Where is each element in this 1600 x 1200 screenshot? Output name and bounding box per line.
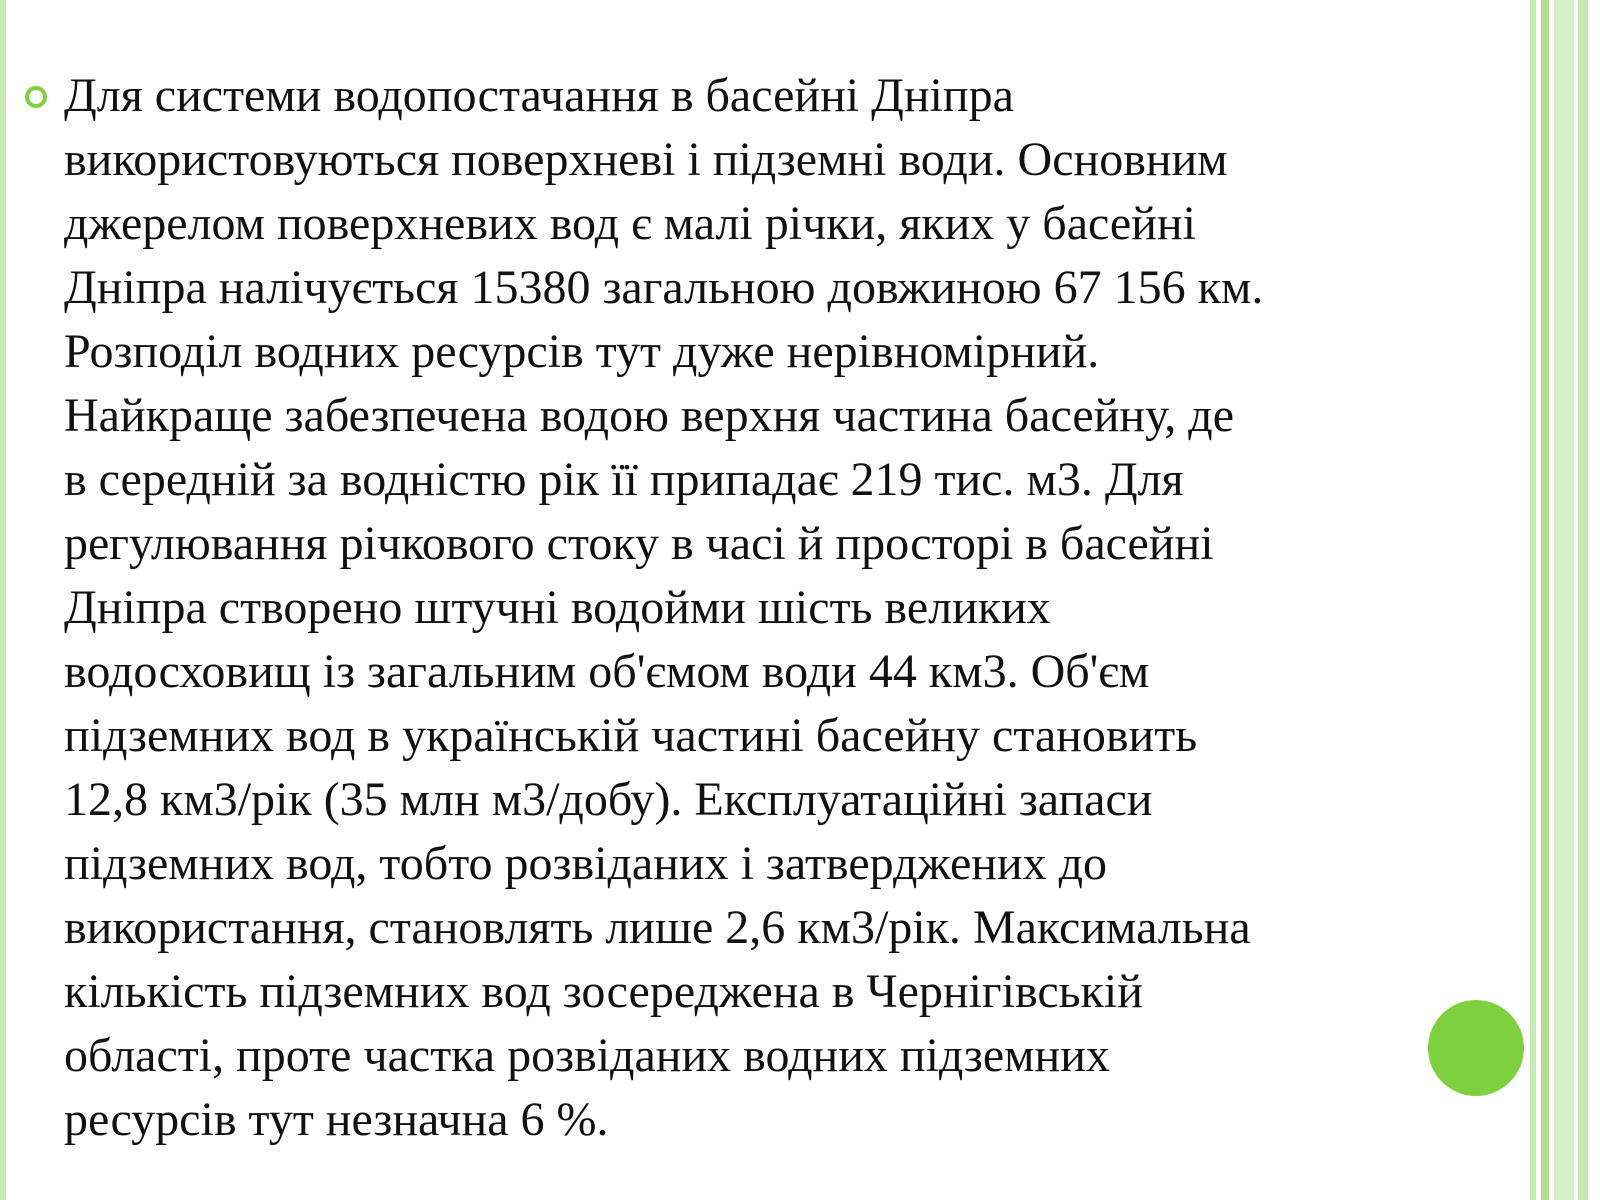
paragraph-line: ресурсів тут незначна 6 %. bbox=[64, 1093, 609, 1146]
paragraph-line: водосховищ із загальним об'ємом води 44 км3. Об'єм bbox=[64, 645, 1150, 698]
paragraph-line: підземних вод, тобто розвіданих і затверджених до bbox=[64, 837, 1108, 890]
paragraph-line: використовуються поверхневі і підземні води. Основним bbox=[64, 133, 1228, 186]
paragraph-line: Дніпра налічується 15380 загальною довжиною 67 156 км. bbox=[64, 261, 1264, 314]
body-paragraph bbox=[64, 64, 1564, 1152]
paragraph-line: Найкраще забезпечена водою верхня частина басейну, де bbox=[64, 389, 1234, 442]
paragraph-line: Дніпра створено штучні водойми шість великих bbox=[64, 581, 1051, 634]
paragraph-line: регулювання річкового стоку в часі й просторі в басейні bbox=[64, 517, 1214, 570]
paragraph-line: в середній за водністю рік її припадає 219 тис. м3. Для bbox=[64, 453, 1184, 506]
paragraph-line: Розподіл водних ресурсів тут дуже нерівномірний. bbox=[64, 325, 1100, 378]
right-frame-stripe bbox=[1578, 0, 1588, 1200]
paragraph-line: Для системи водопостачання в басейні Дніпра bbox=[64, 69, 1014, 122]
paragraph-line: кількість підземних вод зосереджена в Чернігівській bbox=[64, 965, 1143, 1018]
paragraph-line: джерелом поверхневих вод є малі річки, яких у басейні bbox=[64, 197, 1196, 250]
paragraph-line: області, проте частка розвіданих водних підземних bbox=[64, 1029, 1110, 1082]
paragraph-line: підземних вод в українській частині басейну становить bbox=[64, 709, 1198, 762]
hollow-circle-bullet-icon bbox=[25, 86, 47, 108]
left-frame-stripe bbox=[0, 0, 6, 1200]
paragraph-line: 12,8 км3/рік (35 млн м3/добу). Експлуатаційні запаси bbox=[64, 773, 1153, 826]
green-circle-icon bbox=[1428, 1000, 1524, 1096]
paragraph-line: використання, становлять лише 2,6 км3/рік. Максимальна bbox=[64, 901, 1251, 954]
